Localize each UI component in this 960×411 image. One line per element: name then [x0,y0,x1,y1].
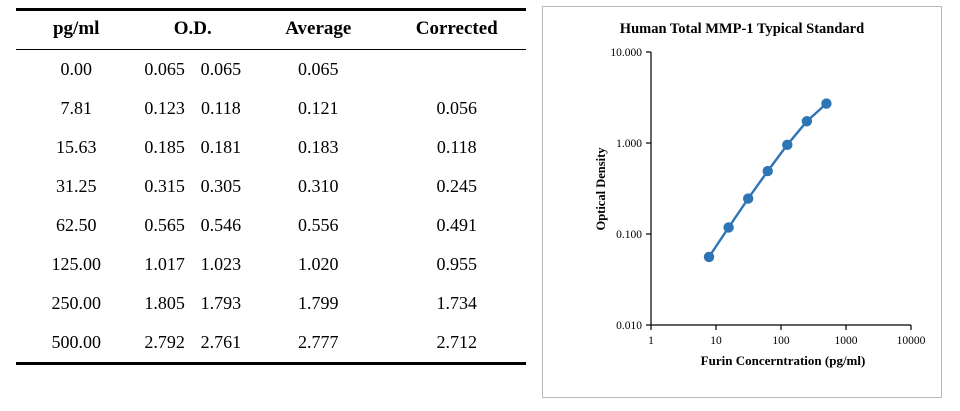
cell-corrected: 2.712 [388,323,527,364]
cell-od2: 0.118 [200,98,241,118]
table-row [16,206,526,245]
data-point [743,193,753,203]
table-header [16,10,526,50]
cell-average: 2.777 [249,323,387,364]
column-header-od: O.D. [136,10,249,50]
cell-concentration: 0.00 [60,59,92,79]
y-axis-label: Optical Density [594,147,608,231]
cell-average: 0.183 [298,137,339,157]
cell-corrected: 0.491 [436,215,477,235]
y-axis-ticks [610,47,651,332]
cell-corrected: 0.118 [436,137,477,157]
column-header-corrected: Corrected [388,10,527,50]
data-point [723,222,733,232]
table-header-row [16,10,526,50]
svg-text:0.100: 0.100 [616,229,642,241]
cell-od1: 2.792 [136,323,192,364]
cell-od2: 1.793 [200,293,242,313]
cell-od1: 0.315 [144,176,185,196]
svg-text:10000: 10000 [896,335,926,347]
cell-od2: 2.761 [193,323,249,364]
table-row [16,245,526,284]
table-row [16,323,526,364]
cell-average: 1.020 [298,254,339,274]
chart-frame [542,6,942,398]
cell-od2: 0.065 [200,59,242,79]
svg-text:1000: 1000 [834,335,858,347]
cell-corrected: 1.734 [436,293,477,313]
chart-svg [543,7,941,397]
cell-od2: 0.181 [200,137,242,157]
data-point [821,98,831,108]
x-axis-ticks [648,325,926,347]
cell-od1: 0.065 [144,59,185,79]
data-point [763,166,773,176]
svg-text:1: 1 [648,335,654,347]
cell-average: 0.065 [298,59,339,79]
svg-text:100: 100 [772,335,790,347]
cell-concentration: 62.50 [55,215,97,235]
column-header-average: Average [249,10,387,50]
cell-average: 0.556 [298,215,339,235]
cell-od1: 1.017 [144,254,185,274]
cell-corrected [388,50,527,90]
cell-od1: 0.185 [144,137,185,157]
cell-corrected: 0.955 [436,254,477,274]
table-row [16,167,526,206]
column-header-concentration: pg/ml [16,10,136,50]
cell-od2: 0.546 [200,215,242,235]
cell-od1: 0.123 [144,98,185,118]
data-point [802,116,812,126]
data-point [782,140,792,150]
cell-od1: 1.805 [144,293,185,313]
x-axis-label: Furin Concerntration (pg/ml) [700,353,866,368]
cell-corrected: 0.245 [436,176,477,196]
svg-text:1.000: 1.000 [616,138,642,150]
series-line [709,104,826,257]
cell-corrected: 0.056 [436,98,477,118]
cell-od1: 0.565 [144,215,185,235]
data-point [704,252,714,262]
cell-average: 0.310 [298,176,339,196]
chart-title: Human Total MMP-1 Typical Standard [619,21,865,37]
table-row [16,89,526,128]
standard-curve-panel [540,0,960,411]
cell-concentration: 500.00 [16,323,136,364]
cell-concentration: 31.25 [55,176,97,196]
cell-od2: 0.305 [200,176,242,196]
svg-text:10: 10 [710,335,722,347]
cell-concentration: 250.00 [51,293,101,313]
cell-average: 0.121 [298,98,339,118]
cell-concentration: 7.81 [60,98,92,118]
svg-text:0.010: 0.010 [616,320,642,332]
table-row [16,50,526,90]
cell-average: 1.799 [298,293,339,313]
table-row [16,284,526,323]
svg-text:10.000: 10.000 [610,47,642,59]
table-row [16,128,526,167]
cell-concentration: 125.00 [51,254,101,274]
cell-od2: 1.023 [200,254,242,274]
standard-data-table [16,8,526,365]
cell-concentration: 15.63 [55,137,97,157]
table-body [16,50,526,364]
